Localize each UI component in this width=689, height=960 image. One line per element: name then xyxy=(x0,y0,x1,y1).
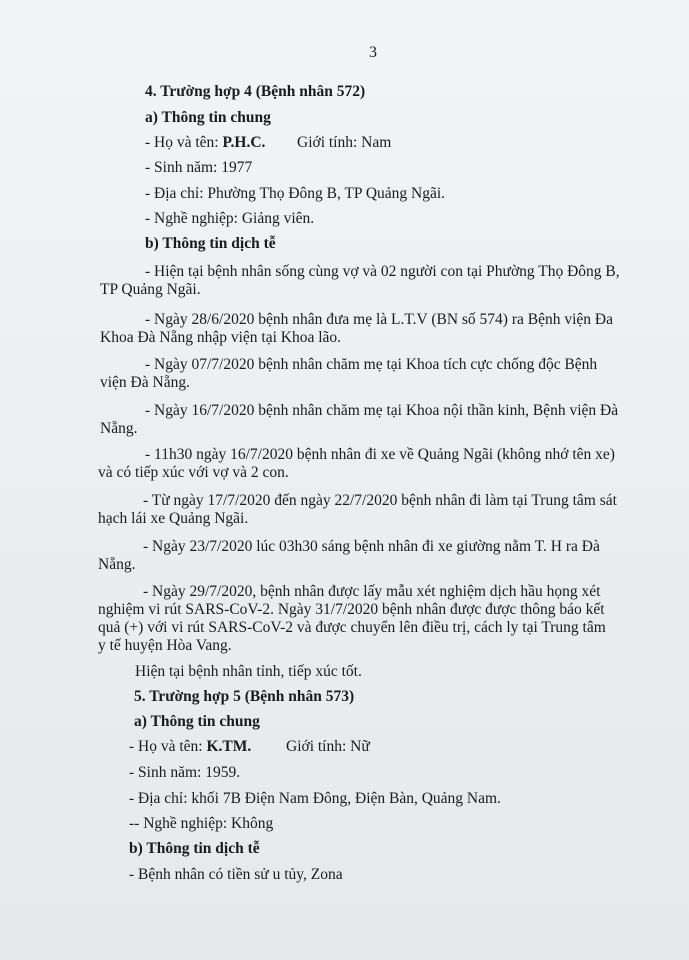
epi-line: quả (+) với vi rút SARS-CoV-2 và được chuyển lên điều trị, cách ly tại Trung tâm xyxy=(98,619,606,636)
case5-birth: - Sinh năm: 1959. xyxy=(129,764,241,781)
case5-epi-heading: b) Thông tin dịch tễ xyxy=(129,840,260,857)
case5-address: - Địa chỉ: khối 7B Điện Nam Đông, Điện Bàn, Quảng Nam. xyxy=(129,790,501,807)
epi-line: - Bệnh nhân có tiền sử u tủy, Zona xyxy=(129,866,343,883)
epi-line: Khoa Đà Nẵng nhập viện tại Khoa lão. xyxy=(100,329,342,346)
epi-line: - Ngày 16/7/2020 bệnh nhân chăm mẹ tại Khoa nội thần kinh, Bệnh viện Đà xyxy=(145,402,619,419)
case5-name-value: K.TM. xyxy=(206,738,252,755)
case5-name-label: - Họ và tên: xyxy=(129,738,207,755)
case4-name-line xyxy=(145,134,265,152)
case4-epi-heading: b) Thông tin dịch tễ xyxy=(145,235,276,252)
epi-line: - Từ ngày 17/7/2020 đến ngày 22/7/2020 bệnh nhân đi làm tại Trung tâm sát xyxy=(143,492,617,509)
case4-name-value: P.H.C. xyxy=(222,134,266,151)
epi-line: Hiện tại bệnh nhân tỉnh, tiếp xúc tốt. xyxy=(135,663,362,680)
case4-name-label: - Họ và tên: xyxy=(145,134,223,151)
page-number: 3 xyxy=(369,44,377,61)
case5-general-heading: a) Thông tin chung xyxy=(134,713,260,730)
epi-line: TP Quảng Ngãi. xyxy=(100,281,201,298)
epi-line: - Ngày 29/7/2020, bệnh nhân được lấy mẫu xét nghiệm dịch hầu họng xét xyxy=(143,583,601,600)
epi-line: y tế huyện Hòa Vang. xyxy=(98,637,232,654)
case5-job: -- Nghề nghiệp: Không xyxy=(129,815,274,832)
case4-birth: - Sinh năm: 1977 xyxy=(145,159,253,176)
epi-line: - Ngày 23/7/2020 lúc 03h30 sáng bệnh nhân đi xe giường nằm T. H ra Đà xyxy=(143,538,600,555)
epi-line: - 11h30 ngày 16/7/2020 bệnh nhân đi xe về Quảng Ngãi (không nhớ tên xe) xyxy=(145,446,615,463)
case4-heading: 4. Trường hợp 4 (Bệnh nhân 572) xyxy=(145,83,366,100)
epi-line: hạch lái xe Quảng Ngãi. xyxy=(98,510,249,527)
epi-line: - Ngày 07/7/2020 bệnh nhân chăm mẹ tại Khoa tích cực chống độc Bệnh xyxy=(145,356,598,373)
epi-line: Nẵng. xyxy=(100,420,138,437)
epi-line: và có tiếp xúc với vợ và 2 con. xyxy=(98,464,289,481)
case5-gender: Giới tính: Nữ xyxy=(286,738,370,755)
case4-address: - Địa chỉ: Phường Thọ Đông B, TP Quảng Ngãi. xyxy=(145,185,446,202)
case4-gender: Giới tính: Nam xyxy=(297,134,392,151)
case5-heading: 5. Trường hợp 5 (Bệnh nhân 573) xyxy=(134,688,355,705)
epi-line: viện Đà Nẵng. xyxy=(100,374,190,391)
case4-job: - Nghề nghiệp: Giảng viên. xyxy=(145,210,315,227)
epi-line: - Ngày 28/6/2020 bệnh nhân đưa mẹ là L.T.V (BN số 574) ra Bệnh viện Đa xyxy=(145,311,613,328)
case4-general-heading: a) Thông tin chung xyxy=(145,109,271,126)
case5-name-line xyxy=(129,738,251,756)
epi-line: nghiệm vi rút SARS-CoV-2. Ngày 31/7/2020 bệnh nhân được được thông báo kết xyxy=(98,601,605,618)
epi-line: Nẵng. xyxy=(98,556,136,573)
epi-line: - Hiện tại bệnh nhân sống cùng vợ và 02 người con tại Phường Thọ Đông B, xyxy=(145,263,620,280)
